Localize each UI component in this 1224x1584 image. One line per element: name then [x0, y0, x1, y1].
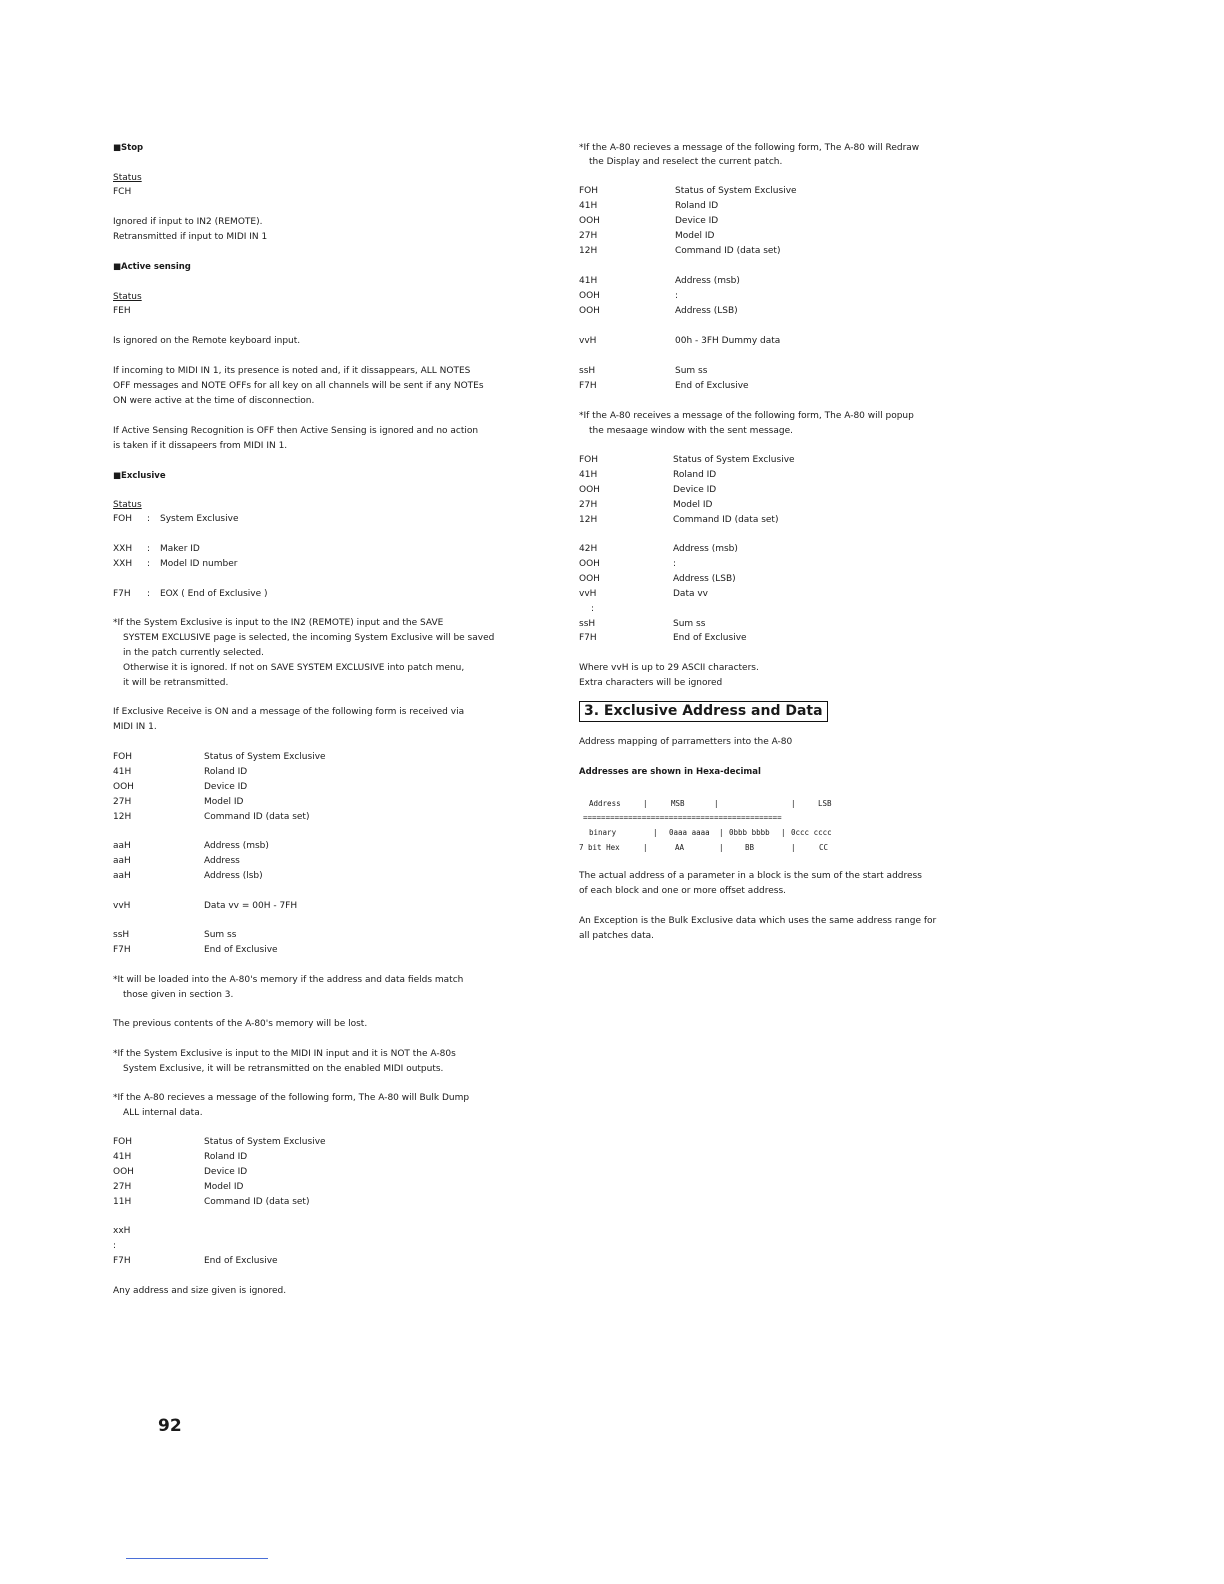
- active-sensing-status-label: Status: [113, 292, 142, 302]
- address-cell: 0aaa aaaa: [669, 828, 710, 837]
- msg-code: F7H: [579, 381, 597, 391]
- actual-address-para: of each block and one or more offset address.: [579, 886, 787, 896]
- address-cell: AA: [675, 843, 685, 852]
- msg-desc: Sum ss: [204, 930, 237, 940]
- msg-desc: End of Exclusive: [675, 381, 749, 391]
- section-title: 3. Exclusive Address and Data: [579, 701, 828, 722]
- msg-code: 41H: [579, 201, 598, 211]
- msg-code: OOH: [579, 574, 600, 584]
- exclusive-note: *If the A-80 recieves a message of the following form, The A-80 will Bulk Dump: [113, 1093, 470, 1103]
- msg-code: 27H: [113, 797, 132, 807]
- msg-code: 41H: [579, 276, 598, 286]
- exclusive-status-label: Status: [113, 500, 142, 510]
- msg-code: OOH: [579, 559, 600, 569]
- redraw-note: *If the A-80 recieves a message of the following form, The A-80 will Redraw: [579, 143, 920, 153]
- msg-desc: Status of System Exclusive: [675, 186, 797, 196]
- msg-code: OOH: [579, 291, 600, 301]
- exclusive-note: in the patch currently selected.: [123, 648, 264, 658]
- active-sensing-para: If incoming to MIDI IN 1, its presence is noted and, if it dissappears, ALL NOTES: [113, 366, 471, 376]
- stop-heading: ■Stop: [113, 143, 144, 153]
- msg-desc: Roland ID: [204, 1152, 248, 1162]
- where-note: Extra characters will be ignored: [579, 678, 723, 688]
- exclusive-field-code: FOH: [113, 514, 133, 524]
- exclusive-note: The previous contents of the A-80's memory will be lost.: [113, 1019, 368, 1029]
- msg-code: OOH: [113, 1167, 134, 1177]
- msg-code: 42H: [579, 544, 598, 554]
- msg-desc: Command ID (data set): [675, 246, 781, 256]
- msg-code: 27H: [579, 231, 598, 241]
- msg-code: OOH: [579, 216, 600, 226]
- stop-status-label: Status: [113, 173, 142, 183]
- msg-code: :: [113, 1241, 117, 1251]
- msg-desc: Roland ID: [204, 767, 248, 777]
- address-header-cell: Address: [589, 799, 621, 808]
- exclusive-note: it will be retransmitted.: [123, 678, 229, 688]
- msg-desc: Device ID: [675, 216, 719, 226]
- msg-desc: Status of System Exclusive: [204, 752, 326, 762]
- msg-code: FOH: [113, 1137, 133, 1147]
- address-header-cell: LSB: [818, 799, 832, 808]
- exclusive-note: Otherwise it is ignored. If not on SAVE SYSTEM EXCLUSIVE into patch menu,: [123, 663, 465, 673]
- msg-desc: Model ID: [673, 500, 713, 510]
- msg-desc: Roland ID: [675, 201, 719, 211]
- actual-address-para: The actual address of a parameter in a block is the sum of the start address: [579, 871, 922, 881]
- msg-desc: Data vv: [673, 589, 709, 599]
- msg-code: 11H: [113, 1197, 132, 1207]
- address-cell: 0ccc cccc: [791, 828, 832, 837]
- msg-code: F7H: [113, 945, 131, 955]
- msg-desc: Sum ss: [673, 619, 706, 629]
- popup-note: the mesaage window with the sent message.: [589, 426, 793, 436]
- msg-code: OOH: [113, 782, 134, 792]
- msg-desc: Sum ss: [675, 366, 708, 376]
- msg-code: 27H: [579, 500, 598, 510]
- stop-line: Ignored if input to IN2 (REMOTE).: [113, 217, 263, 227]
- exclusive-note: *It will be loaded into the A-80's memory if the address and data fields match: [113, 975, 464, 985]
- msg-desc: Device ID: [673, 485, 717, 495]
- msg-desc: Status of System Exclusive: [204, 1137, 326, 1147]
- msg-code: vvH: [113, 901, 131, 911]
- address-cell: CC: [819, 843, 829, 852]
- msg-code: :: [591, 604, 595, 614]
- msg-code: 41H: [579, 470, 598, 480]
- msg-code: aaH: [113, 856, 131, 866]
- page-number: 92: [158, 1416, 182, 1436]
- msg-desc: Command ID (data set): [204, 812, 310, 822]
- msg-desc: Device ID: [204, 782, 248, 792]
- exclusive-field-code: XXH: [113, 544, 133, 554]
- exclusive-heading: ■Exclusive: [113, 471, 166, 481]
- msg-desc: Model ID: [204, 1182, 244, 1192]
- active-sensing-status-value: FEH: [113, 306, 131, 316]
- msg-desc: End of Exclusive: [204, 945, 278, 955]
- msg-code: 12H: [113, 812, 132, 822]
- msg-code: FOH: [579, 455, 599, 465]
- address-cell: |: [653, 828, 658, 837]
- receive-para: MIDI IN 1.: [113, 722, 157, 732]
- footer-rule: [126, 1558, 268, 1559]
- exclusive-field-desc: Model ID number: [160, 559, 238, 569]
- msg-desc: Address (LSB): [675, 306, 738, 316]
- hex-note: Addresses are shown in Hexa-decimal: [579, 767, 761, 777]
- msg-desc: Status of System Exclusive: [673, 455, 795, 465]
- msg-code: F7H: [579, 633, 597, 643]
- msg-code: 12H: [579, 515, 598, 525]
- exclusive-note: SYSTEM EXCLUSIVE page is selected, the incoming System Exclusive will be saved: [123, 633, 495, 643]
- exclusive-field-code: XXH: [113, 559, 133, 569]
- msg-code: aaH: [113, 871, 131, 881]
- final-note: Any address and size given is ignored.: [113, 1286, 287, 1296]
- active-sensing-para: is taken if it dissapeers from MIDI IN 1.: [113, 441, 288, 451]
- address-cell: |: [791, 843, 796, 852]
- msg-code: 12H: [579, 246, 598, 256]
- where-note: Where vvH is up to 29 ASCII characters.: [579, 663, 759, 673]
- msg-code: ssH: [113, 930, 130, 940]
- active-sensing-para: ON were active at the time of disconnection.: [113, 396, 315, 406]
- exclusive-note: System Exclusive, it will be retransmitted on the enabled MIDI outputs.: [123, 1064, 444, 1074]
- msg-code: F7H: [113, 1256, 131, 1266]
- msg-code: vvH: [579, 336, 597, 346]
- address-header-cell: MSB: [671, 799, 685, 808]
- msg-desc: Address (LSB): [673, 574, 736, 584]
- active-sensing-line: Is ignored on the Remote keyboard input.: [113, 336, 301, 346]
- exclusive-note: ALL internal data.: [123, 1108, 203, 1118]
- msg-code: OOH: [579, 306, 600, 316]
- msg-desc: Device ID: [204, 1167, 248, 1177]
- stop-line: Retransmitted if input to MIDI IN 1: [113, 232, 268, 242]
- address-divider: ============================================: [583, 813, 782, 822]
- exclusive-field-sep: :: [147, 589, 151, 599]
- exclusive-field-sep: :: [147, 544, 151, 554]
- msg-code: xxH: [113, 1226, 131, 1236]
- msg-code: ssH: [579, 619, 596, 629]
- address-cell: 0bbb bbbb: [729, 828, 770, 837]
- msg-desc: :: [673, 559, 677, 569]
- msg-desc: End of Exclusive: [204, 1256, 278, 1266]
- address-cell: |: [719, 843, 724, 852]
- address-header-cell: |: [714, 799, 719, 808]
- msg-desc: End of Exclusive: [673, 633, 747, 643]
- msg-desc: Command ID (data set): [204, 1197, 310, 1207]
- msg-desc: :: [675, 291, 679, 301]
- msg-desc: Model ID: [204, 797, 244, 807]
- address-cell: 7 bit Hex: [579, 843, 620, 852]
- msg-code: 41H: [113, 767, 132, 777]
- msg-desc: 00h - 3FH Dummy data: [675, 336, 781, 346]
- msg-desc: Address (msb): [673, 544, 738, 554]
- popup-note: *If the A-80 receives a message of the following form, The A-80 will popup: [579, 411, 914, 421]
- exclusive-field-desc: System Exclusive: [160, 514, 239, 524]
- address-cell: BB: [745, 843, 755, 852]
- msg-desc: Address (msb): [675, 276, 740, 286]
- msg-desc: Address (msb): [204, 841, 269, 851]
- exclusive-field-desc: Maker ID: [160, 544, 200, 554]
- msg-code: FOH: [579, 186, 599, 196]
- mapping-line: Address mapping of parrametters into the A-80: [579, 737, 793, 747]
- exclusive-note: *If the System Exclusive is input to the MIDI IN input and it is NOT the A-80s: [113, 1049, 456, 1059]
- exclusive-note: *If the System Exclusive is input to the IN2 (REMOTE) input and the SAVE: [113, 618, 444, 628]
- redraw-note: the Display and reselect the current patch.: [589, 157, 783, 167]
- msg-code: 41H: [113, 1152, 132, 1162]
- exclusive-field-code: F7H: [113, 589, 131, 599]
- msg-code: FOH: [113, 752, 133, 762]
- msg-desc: Address (lsb): [204, 871, 263, 881]
- msg-desc: Roland ID: [673, 470, 717, 480]
- address-cell: |: [719, 828, 724, 837]
- exclusive-note: those given in section 3.: [123, 990, 234, 1000]
- stop-status-value: FCH: [113, 187, 132, 197]
- active-sensing-heading: ■Active sensing: [113, 262, 191, 272]
- msg-code: OOH: [579, 485, 600, 495]
- msg-code: vvH: [579, 589, 597, 599]
- address-header-cell: |: [791, 799, 796, 808]
- exclusive-field-desc: EOX ( End of Exclusive ): [160, 589, 268, 599]
- receive-para: If Exclusive Receive is ON and a message of the following form is received via: [113, 707, 465, 717]
- address-cell: |: [643, 843, 648, 852]
- exception-para: all patches data.: [579, 931, 655, 941]
- msg-desc: Address: [204, 856, 240, 866]
- address-header-cell: |: [643, 799, 648, 808]
- address-cell: |: [781, 828, 786, 837]
- msg-desc: Data vv = 00H - 7FH: [204, 901, 298, 911]
- msg-code: 27H: [113, 1182, 132, 1192]
- exclusive-field-sep: :: [147, 559, 151, 569]
- active-sensing-para: OFF messages and NOTE OFFs for all key on all channels will be sent if any NOTEs: [113, 381, 484, 391]
- exclusive-field-sep: :: [147, 514, 151, 524]
- msg-desc: Model ID: [675, 231, 715, 241]
- exception-para: An Exception is the Bulk Exclusive data which uses the same address range for: [579, 916, 937, 926]
- active-sensing-para: If Active Sensing Recognition is OFF then Active Sensing is ignored and no action: [113, 426, 479, 436]
- msg-code: ssH: [579, 366, 596, 376]
- msg-code: aaH: [113, 841, 131, 851]
- msg-desc: Command ID (data set): [673, 515, 779, 525]
- address-cell: binary: [589, 828, 617, 837]
